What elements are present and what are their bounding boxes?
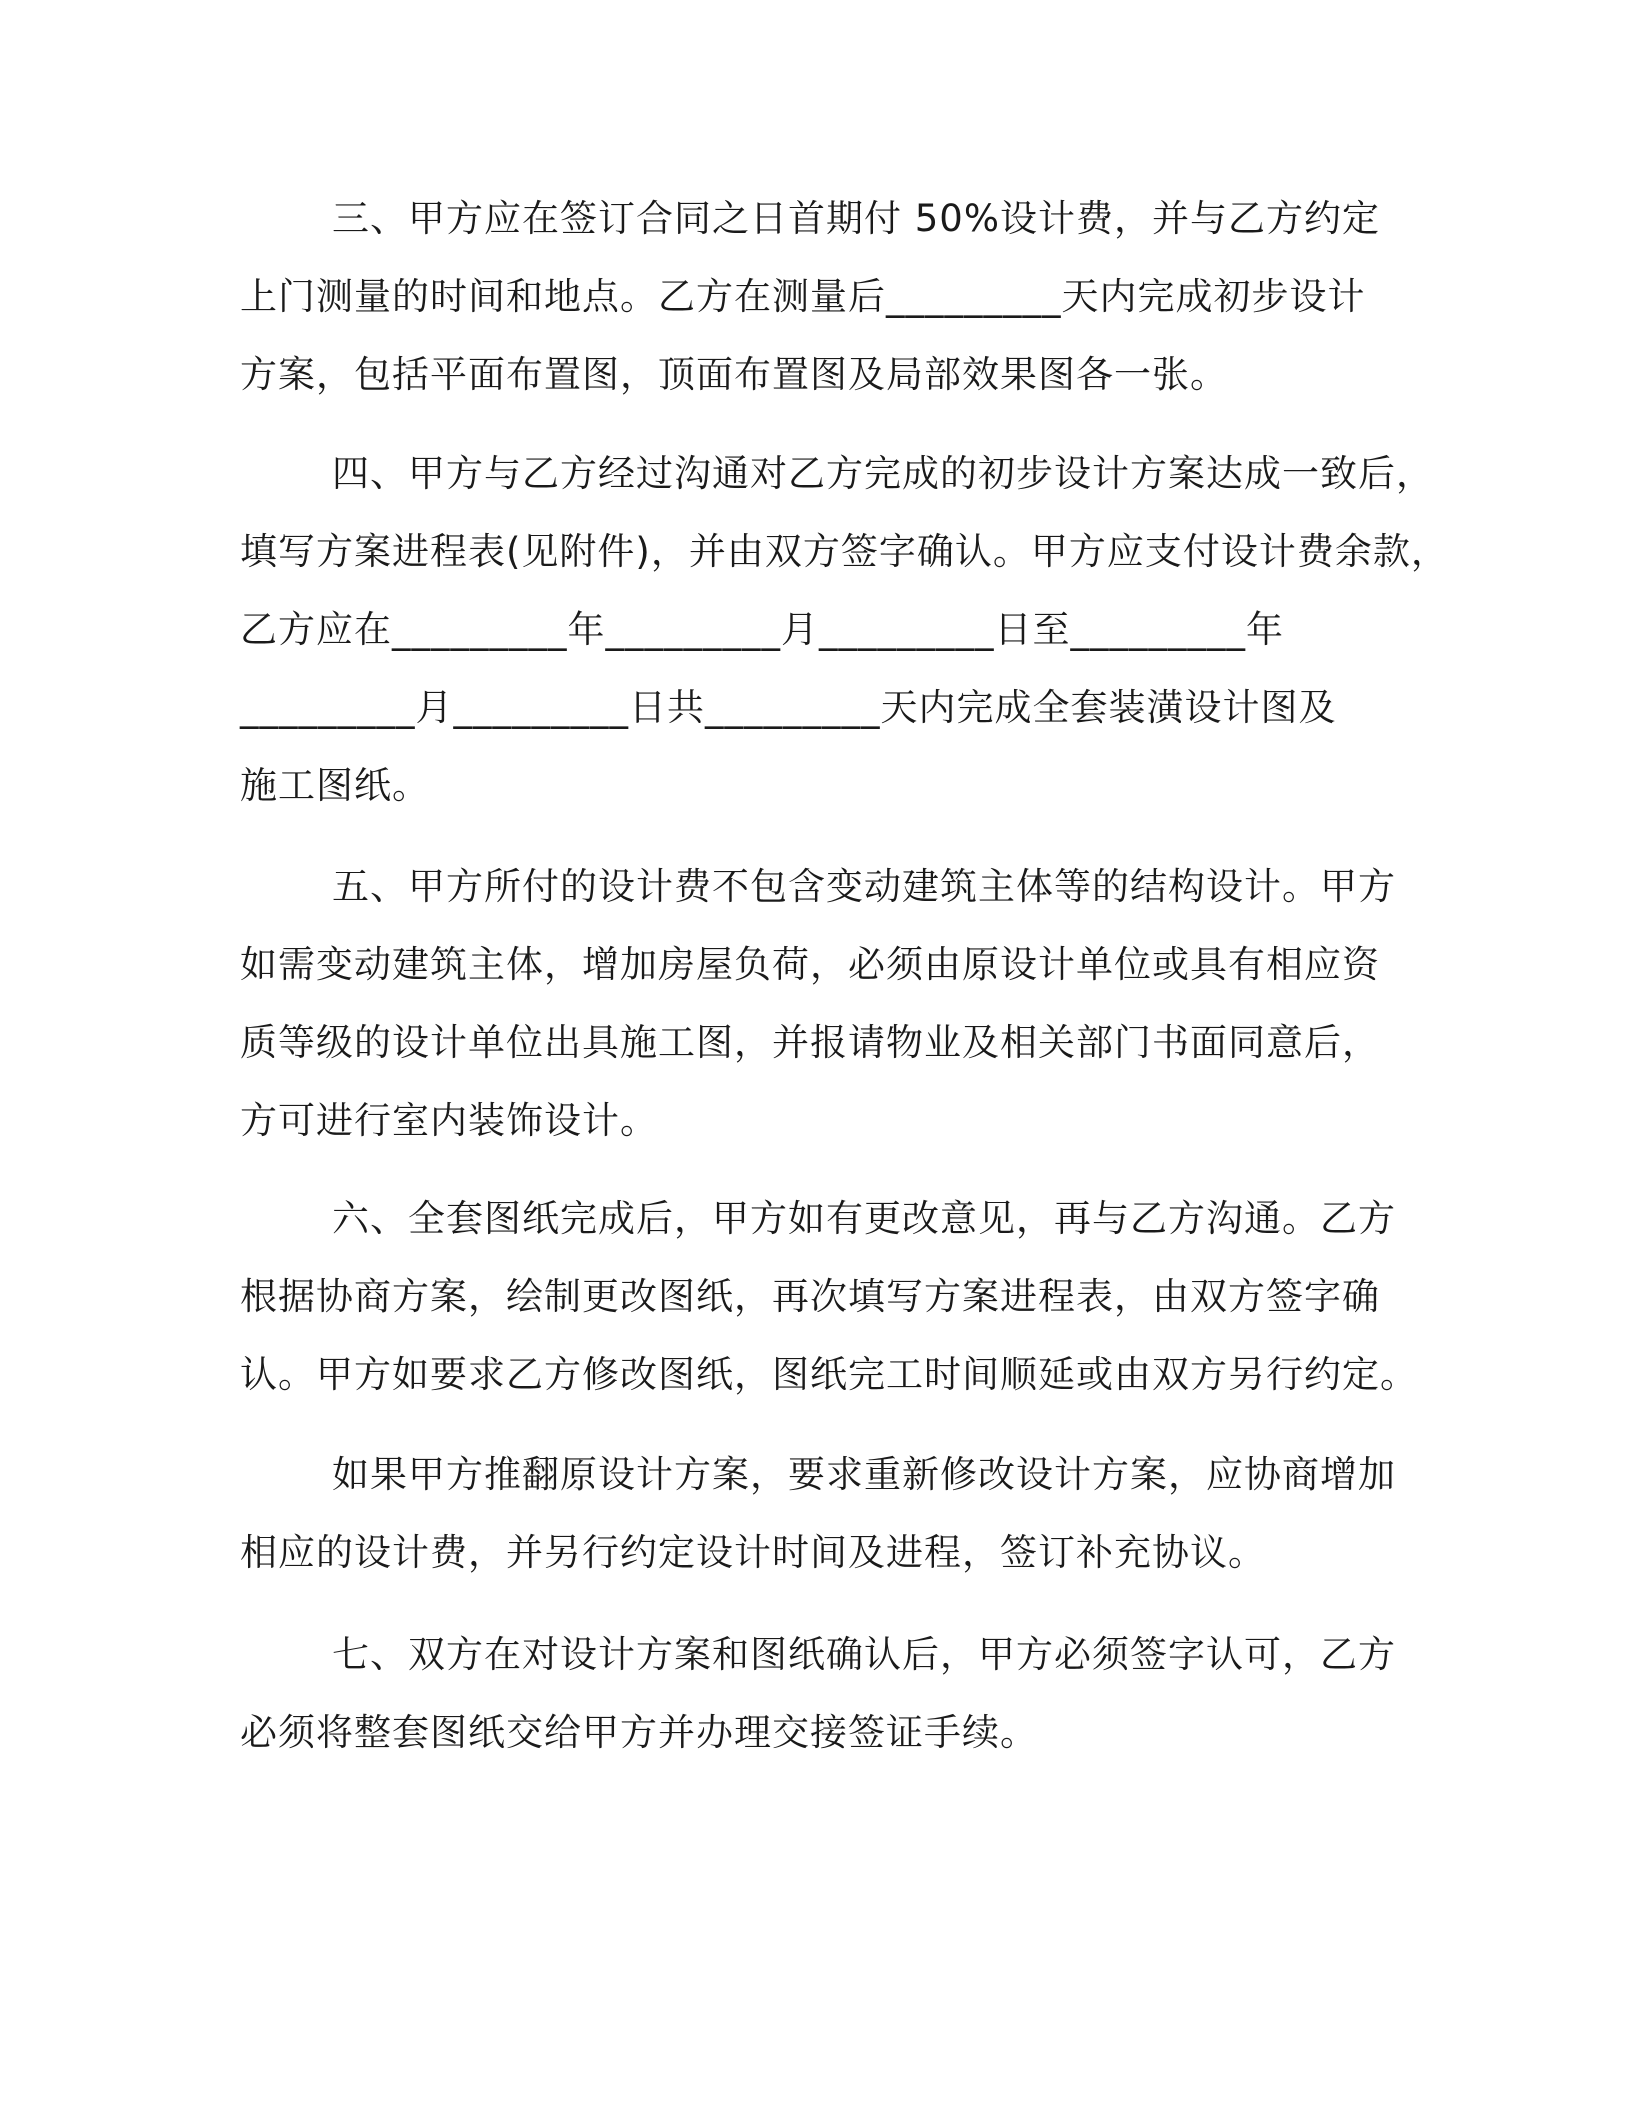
clause-three-line-1: 三、甲方应在签订合同之日首期付 50%设计费，并与乙方约定 xyxy=(332,197,1380,240)
clause-five-line-3: 质等级的设计单位出具施工图，并报请物业及相关部门书面同意后， xyxy=(240,1021,1380,1064)
clause-seven xyxy=(240,1616,1420,1772)
clause-six-supplement-line-2: 相应的设计费，并另行约定设计时间及进程，签订补充协议。 xyxy=(240,1531,1266,1574)
clause-four-line-5: 施工图纸。 xyxy=(240,764,430,807)
clause-seven-line-1: 七、双方在对设计方案和图纸确认后，甲方必须签字认可，乙方 xyxy=(332,1633,1396,1676)
clause-five-line-2: 如需变动建筑主体，增加房屋负荷，必须由原设计单位或具有相应资 xyxy=(240,943,1380,986)
clause-six-supplement-line-1: 如果甲方推翻原设计方案，要求重新修改设计方案，应协商增加 xyxy=(332,1453,1396,1496)
clause-five-line-1: 五、甲方所付的设计费不包含变动建筑主体等的结构设计。甲方 xyxy=(332,865,1396,908)
clause-three-line-3: 方案，包括平面布置图，顶面布置图及局部效果图各一张。 xyxy=(240,353,1228,396)
clause-four-line-2: 填写方案进程表(见附件)，并由双方签字确认。甲方应支付设计费余款， xyxy=(240,530,1449,573)
clause-four xyxy=(240,435,1449,825)
clause-three-line-2: 上门测量的时间和地点。乙方在测量后_________天内完成初步设计 xyxy=(240,275,1366,318)
clause-four-line-4: _________月_________日共_________天内完成全套装潢设计图及 xyxy=(240,686,1337,729)
clause-seven-line-2: 必须将整套图纸交给甲方并办理交接签证手续。 xyxy=(240,1711,1038,1754)
clause-five-line-4: 方可进行室内装饰设计。 xyxy=(240,1099,658,1142)
clause-six xyxy=(240,1180,1420,1414)
clause-six-line-1: 六、全套图纸完成后，甲方如有更改意见，再与乙方沟通。乙方 xyxy=(332,1197,1396,1240)
clause-four-line-3: 乙方应在_________年_________月_________日至_________年 xyxy=(240,608,1284,651)
clause-six-line-3: 认。甲方如要求乙方修改图纸，图纸完工时间顺延或由双方另行约定。 xyxy=(240,1353,1418,1396)
clause-four-line-1: 四、甲方与乙方经过沟通对乙方完成的初步设计方案达成一致后， xyxy=(332,452,1434,495)
clause-six-line-2: 根据协商方案，绘制更改图纸，再次填写方案进程表，由双方签字确 xyxy=(240,1275,1380,1318)
clause-three xyxy=(240,180,1420,414)
clause-five xyxy=(240,848,1420,1160)
clause-six-supplement xyxy=(240,1436,1420,1592)
